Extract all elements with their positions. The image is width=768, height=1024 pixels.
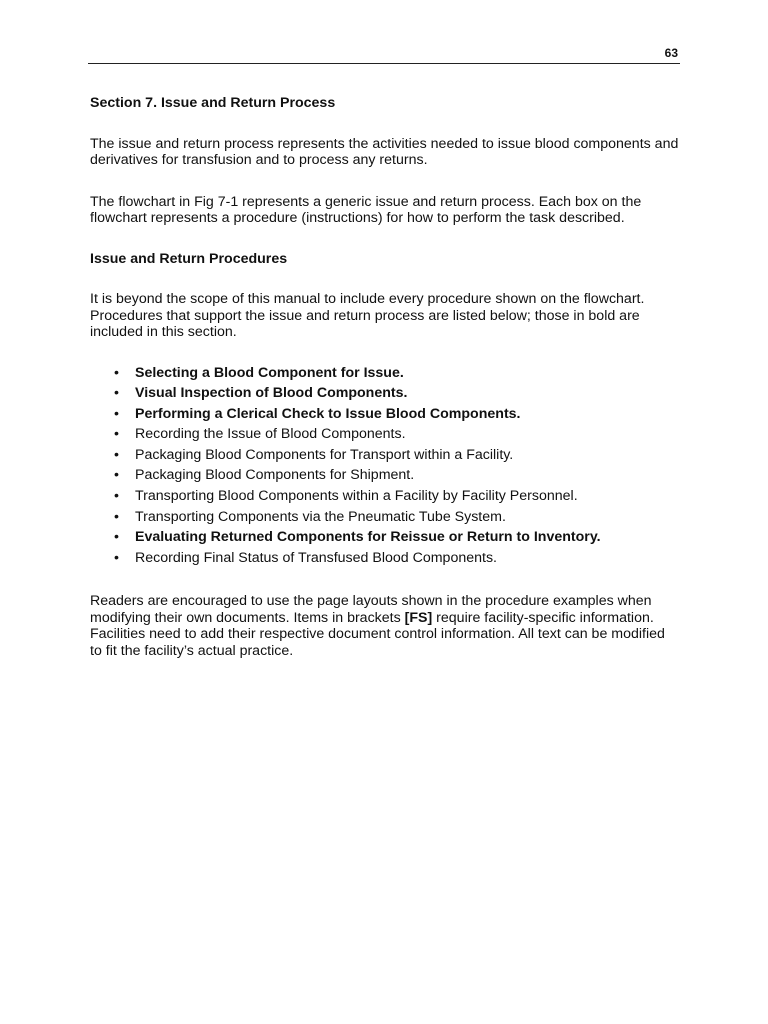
procedures-heading: Issue and Return Procedures xyxy=(90,250,288,267)
closing-text-end: require facility-specific information. Facilities need to add their respective document control information. All text can be modified to fit the facility’s actual practice. xyxy=(90,609,665,659)
procedure-item: • Recording Final Status of Transfused Blood Components. xyxy=(90,548,680,569)
procedure-item: • Packaging Blood Components for Transport within a Facility. xyxy=(90,445,680,466)
procedure-list xyxy=(90,363,680,569)
closing-text-start: Readers are encouraged to use the page layouts shown in the procedure examples when modifying their own documents. Items in brackets xyxy=(90,593,652,626)
procedure-item: • Packaging Blood Components for Shipment. xyxy=(90,465,680,486)
header-rule xyxy=(88,63,680,64)
section-title: Section 7. Issue and Return Process xyxy=(90,95,336,111)
scope-paragraph: It is beyond the scope of this manual to include every procedure shown on the flowchart. Procedures that support the issue and return process are listed below; those in bold are included in this section. xyxy=(90,291,645,340)
procedure-item: • Visual Inspection of Blood Components. xyxy=(90,383,680,404)
procedure-item: • Transporting Components via the Pneumatic Tube System. xyxy=(90,507,680,528)
page-number: 63 xyxy=(664,46,678,60)
procedure-item: • Recording the Issue of Blood Components. xyxy=(90,424,680,445)
procedure-item: • Transporting Blood Components within a Facility by Facility Personnel. xyxy=(90,486,680,507)
fs-tag: [FS] xyxy=(404,609,433,626)
closing-paragraph xyxy=(90,593,680,659)
procedure-item: • Selecting a Blood Component for Issue. xyxy=(90,363,680,384)
flowchart-paragraph: The flowchart in Fig 7-1 represents a generic issue and return process. Each box on the flowchart represents a procedure (instructions) for how to perform the task described. xyxy=(90,193,642,226)
page-content xyxy=(90,95,680,683)
procedure-item: • Performing a Clerical Check to Issue Blood Components. xyxy=(90,404,680,425)
procedure-item: • Evaluating Returned Components for Reissue or Return to Inventory. xyxy=(90,527,680,548)
intro-paragraph: The issue and return process represents the activities needed to issue blood components and derivatives for transfusion and to process any returns. xyxy=(90,135,679,168)
